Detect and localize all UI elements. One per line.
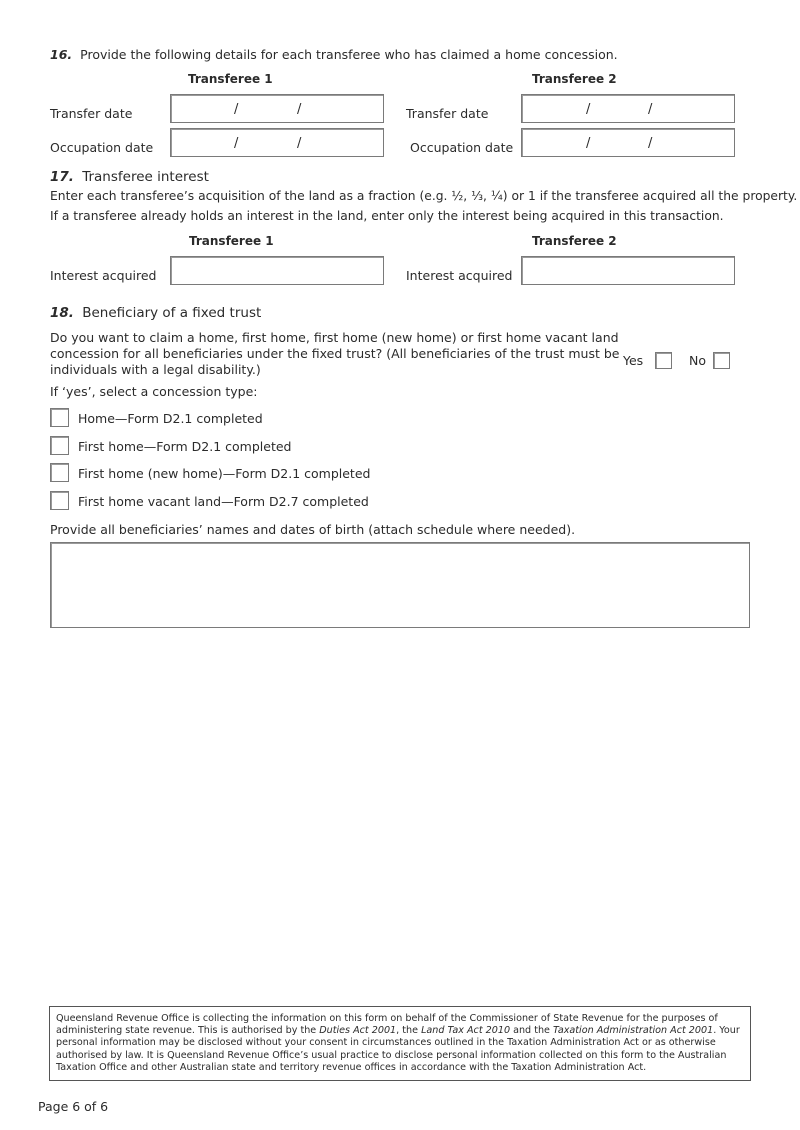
no-checkbox[interactable]: [713, 352, 730, 369]
q16-number: 16.: [50, 47, 73, 62]
first-home-concession-label: First home—Form D2.1 completed: [78, 439, 292, 454]
privacy-text-4: . Your personal information may be disclosed without your consent in circumstances outlined in the Taxation Administration Act or as otherwise authorised by law. It is Queensland Revenue Office’s usual practice to disclose personal information collected on this form to the Australian Taxation Office and other Australian state and territory revenue offices in accordance with the Taxation Administration Act.: [56, 1025, 740, 1073]
interest-acquired-label-2: Interest acquired: [406, 268, 513, 283]
transfer-date-label-1: Transfer date: [50, 106, 133, 121]
q18-number: 18.: [50, 305, 74, 321]
q17-instruction-1: Enter each transferee’s acquisition of the land as a fraction (e.g. ½, ⅓, ¼) or 1 if the transferee acquired all the property.: [50, 189, 798, 203]
concession-type-prompt: If ‘yes’, select a concession type:: [50, 384, 258, 399]
privacy-text-3: and the: [510, 1025, 553, 1037]
interest-acquired-label-1: Interest acquired: [50, 268, 157, 283]
q17-col-transferee1: Transferee 1: [189, 234, 274, 248]
q18-question-line-1: Do you want to claim a home, first home, first home (new home) or first home vacant land: [50, 330, 619, 345]
first-home-vacant-land-checkbox[interactable]: [50, 491, 69, 510]
first-home-vacant-land-label: First home vacant land—Form D2.7 completed: [78, 494, 369, 509]
privacy-text-1: Queensland Revenue Office is collecting the information on this form on behalf of the Commissioner of State Revenue for the purposes of administering state revenue. This is authorised by the: [56, 1013, 718, 1037]
q17-instruction-2: If a transferee already holds an interest in the land, enter only the interest being acquired in this transaction.: [50, 209, 724, 223]
privacy-act-duties: Duties Act 2001: [319, 1025, 397, 1037]
date-separator: /: [648, 102, 653, 117]
privacy-notice: [49, 1006, 751, 1081]
q17-heading: [50, 169, 209, 185]
occupation-date-field-2[interactable]: [521, 128, 735, 157]
occupation-date-label-2: Occupation date: [410, 140, 514, 155]
date-separator: /: [297, 102, 302, 117]
q18-title: Beneficiary of a fixed trust: [82, 305, 262, 321]
date-separator: /: [586, 102, 591, 117]
yes-checkbox[interactable]: [655, 352, 672, 369]
privacy-act-taxation-administration: Taxation Administration Act 2001: [553, 1025, 714, 1037]
transfer-date-field-2[interactable]: [521, 94, 735, 123]
yes-label: Yes: [623, 353, 644, 368]
beneficiaries-textarea[interactable]: [50, 542, 750, 628]
home-concession-label: Home—Form D2.1 completed: [78, 411, 263, 426]
q16-text: Provide the following details for each transferee who has claimed a home concession.: [80, 47, 618, 62]
no-label: No: [689, 353, 706, 368]
privacy-text-2: , the: [396, 1025, 422, 1037]
date-separator: /: [234, 102, 239, 117]
interest-acquired-field-1[interactable]: [170, 256, 384, 285]
q18-heading: [50, 305, 261, 321]
home-concession-checkbox[interactable]: [50, 408, 69, 427]
q17-col-transferee2: Transferee 2: [532, 234, 617, 248]
date-separator: /: [297, 136, 302, 151]
q16-col-transferee2: Transferee 2: [532, 72, 617, 86]
first-home-new-home-label: First home (new home)—Form D2.1 completed: [78, 466, 371, 481]
q17-number: 17.: [50, 169, 74, 185]
occupation-date-label-1: Occupation date: [50, 140, 154, 155]
privacy-act-land-tax: Land Tax Act 2010: [421, 1025, 511, 1037]
q16-heading: [50, 47, 618, 62]
q18-question-line-3: individuals with a legal disability.): [50, 362, 261, 377]
date-separator: /: [648, 136, 653, 151]
first-home-concession-checkbox[interactable]: [50, 436, 69, 455]
first-home-new-home-checkbox[interactable]: [50, 463, 69, 482]
interest-acquired-field-2[interactable]: [521, 256, 735, 285]
date-separator: /: [234, 136, 239, 151]
transfer-date-label-2: Transfer date: [406, 106, 489, 121]
q17-title: Transferee interest: [82, 169, 209, 185]
q18-question-line-2: concession for all beneficiaries under the fixed trust? (All beneficiaries of the trust must be: [50, 346, 620, 361]
q16-col-transferee1: Transferee 1: [188, 72, 273, 86]
occupation-date-field-1[interactable]: [170, 128, 384, 157]
transfer-date-field-1[interactable]: [170, 94, 384, 123]
date-separator: /: [586, 136, 591, 151]
beneficiaries-prompt: Provide all beneficiaries’ names and dates of birth (attach schedule where needed).: [50, 522, 576, 537]
page-number: Page 6 of 6: [38, 1099, 109, 1114]
